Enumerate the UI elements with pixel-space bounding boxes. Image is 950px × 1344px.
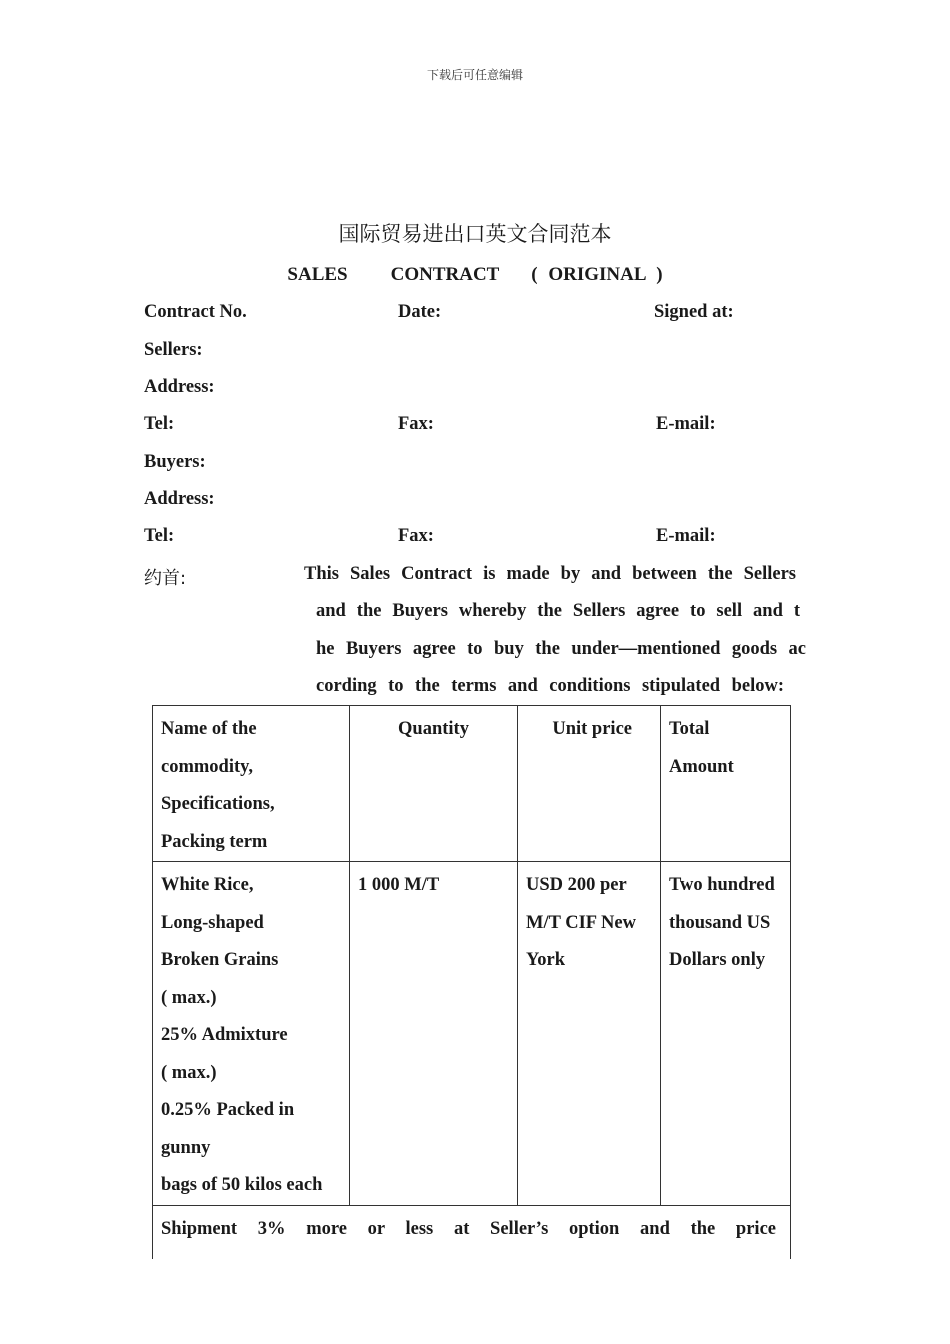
commodity-line: Long-shaped [161, 912, 264, 933]
commodity-line: Broken Grains [161, 950, 279, 970]
commodity-cell [153, 862, 350, 1206]
header-quantity: Quantity [398, 719, 469, 739]
sellers-label: Sellers: [144, 340, 203, 360]
header-total-line: Amount [669, 756, 734, 777]
header-unit-price-cell [518, 706, 661, 862]
unit-price-line: M/T CIF New [526, 912, 636, 933]
document-title-english: SALES CONTRACT ( ORIGINAL ) [287, 264, 663, 285]
commodity-line: 25% Admixture [161, 1025, 288, 1045]
commodity-line: 0.25% Packed in [161, 1100, 295, 1120]
total-line: thousand US [669, 912, 771, 933]
document-title-chinese: 国际贸易进出口英文合同范本 [338, 222, 612, 246]
shipment-text: Shipment 3% more or less at Seller’s option and the price [161, 1218, 776, 1239]
header-quantity-cell [350, 706, 518, 862]
header-total-cell [661, 706, 791, 862]
unit-price-line: York [526, 950, 566, 970]
commodity-line: gunny [161, 1137, 211, 1158]
quantity-cell [350, 862, 518, 1206]
header-name-cell [153, 706, 350, 862]
shipment-cell [153, 1205, 791, 1259]
date-label: Date: [398, 302, 442, 322]
unit-price-line: USD 200 per [526, 875, 627, 895]
quantity-value: 1 000 M/T [358, 875, 440, 895]
commodity-line: ( max.) [161, 1062, 217, 1083]
table-header-row [153, 706, 791, 862]
header-name-line: commodity, [161, 756, 253, 777]
buyers-tel-label: Tel: [144, 526, 175, 546]
header-name-line: Name of the [161, 719, 257, 739]
sellers-fax-label: Fax: [398, 414, 434, 434]
table-row [153, 862, 791, 1206]
preamble-line-4: cording to the terms and conditions stipulated below: [316, 676, 784, 696]
total-line: Dollars only [669, 950, 766, 970]
header-unit-price: Unit price [552, 719, 632, 739]
goods-table [152, 705, 791, 1259]
preamble-line-2: and the Buyers whereby the Sellers agree to sell and t [316, 601, 800, 621]
total-line: Two hundred [669, 875, 775, 895]
header-total-line: Total [669, 719, 710, 739]
buyers-email-label: E-mail: [656, 526, 716, 546]
header-name-line: Packing term [161, 831, 268, 852]
commodity-line: ( max.) [161, 987, 217, 1008]
header-name-line: Specifications, [161, 794, 275, 814]
commodity-line: bags of 50 kilos each [161, 1175, 323, 1195]
preamble-line-1: This Sales Contract is made by and between the Sellers [304, 564, 796, 584]
shipment-row [153, 1205, 791, 1259]
unit-price-cell [518, 862, 661, 1206]
preamble-line-3: he Buyers agree to buy the under—mentioned goods ac [316, 639, 806, 659]
commodity-line: White Rice, [161, 875, 254, 895]
sellers-email-label: E-mail: [656, 414, 716, 434]
contract-no-label: Contract No. [144, 302, 247, 322]
buyers-label: Buyers: [144, 452, 206, 472]
total-cell [661, 862, 791, 1206]
watermark-text: 下载后可任意编辑 [426, 68, 523, 82]
preamble-label: 约首: [144, 568, 187, 589]
sellers-tel-label: Tel: [144, 414, 175, 434]
sellers-address-label: Address: [144, 377, 215, 397]
buyers-fax-label: Fax: [398, 526, 434, 546]
signed-at-label: Signed at: [654, 302, 734, 322]
buyers-address-label: Address: [144, 489, 215, 509]
